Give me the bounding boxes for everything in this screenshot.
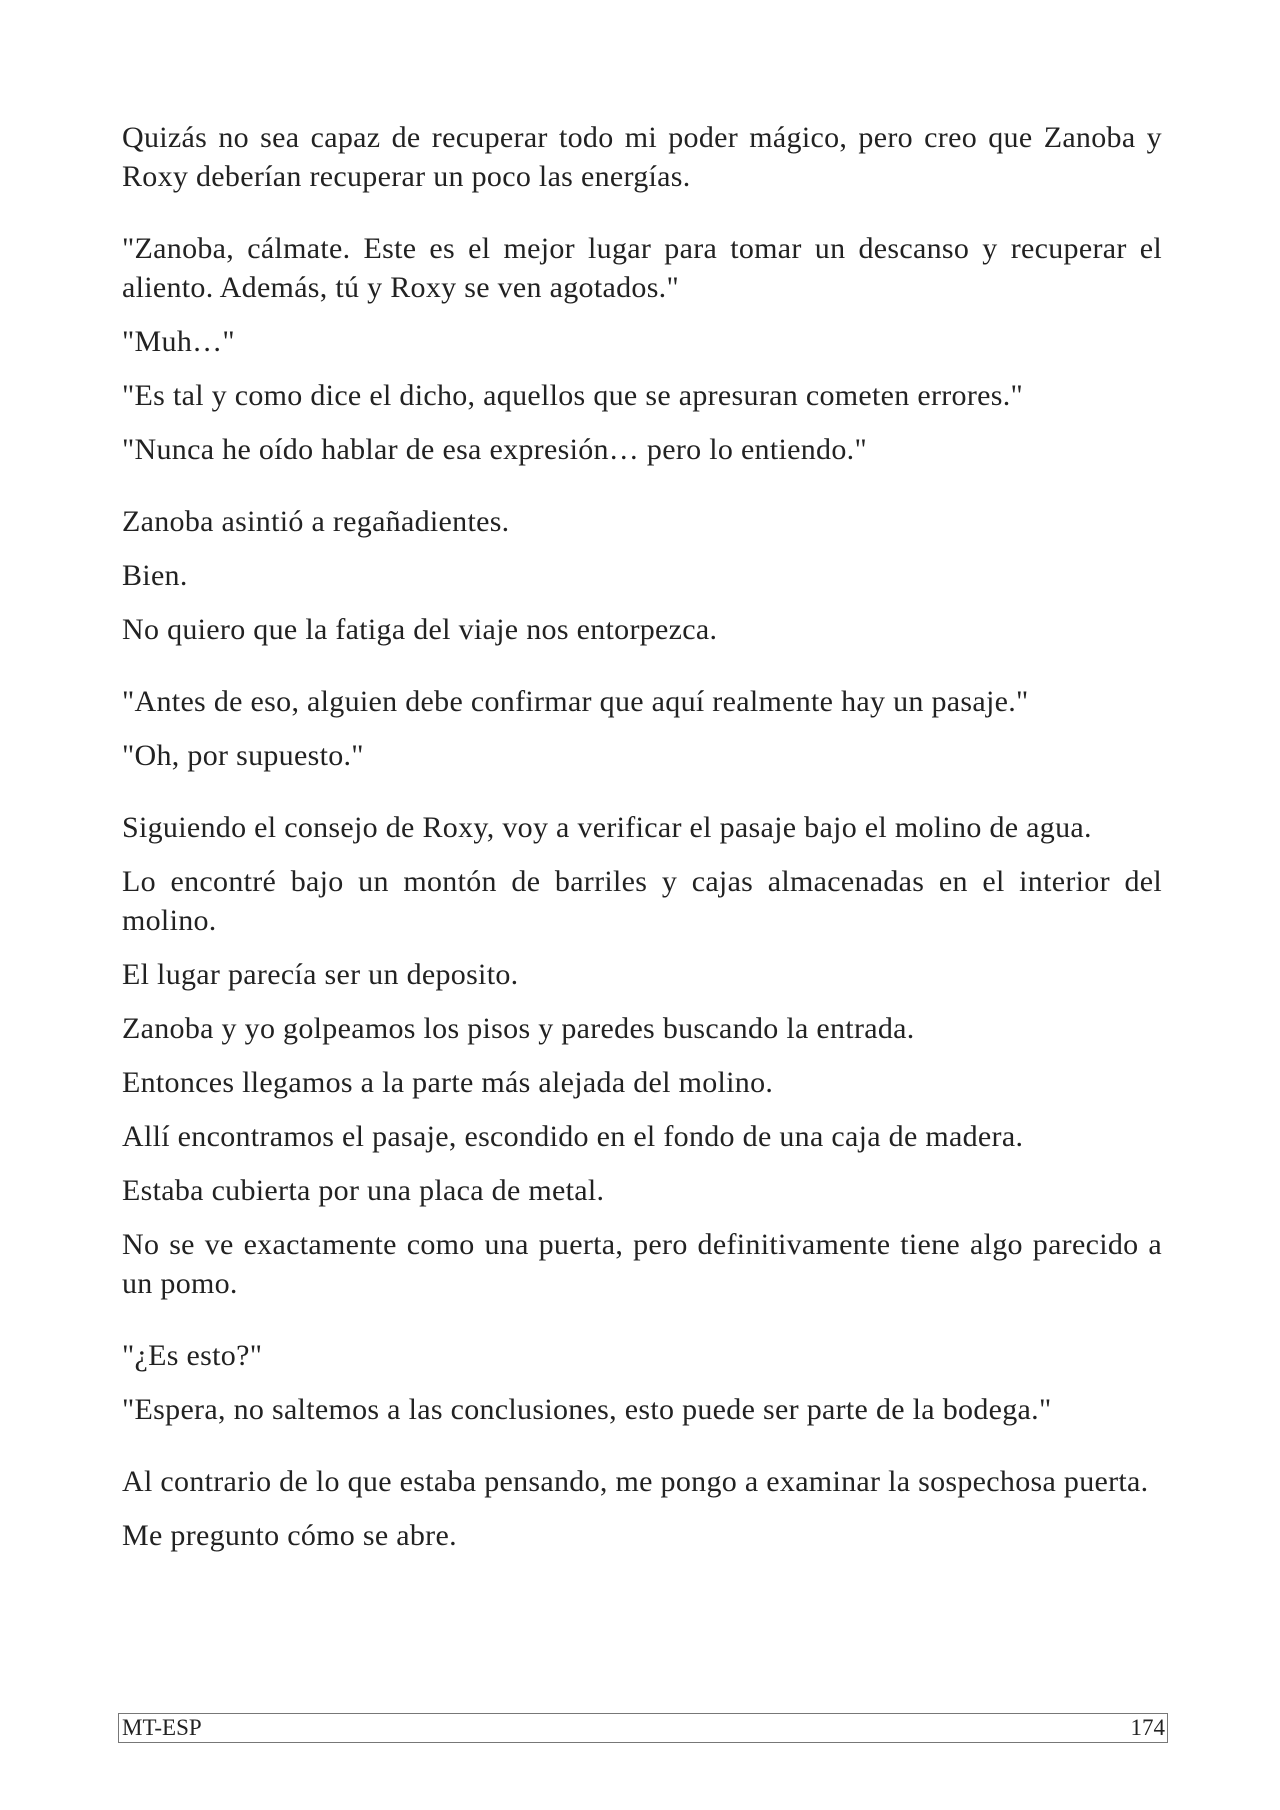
paragraph-19: "¿Es esto?" bbox=[122, 1339, 263, 1372]
paragraph-22: Me pregunto cómo se abre. bbox=[122, 1519, 457, 1552]
paragraph-9: "Antes de eso, alguien debe confirmar que aquí realmente hay un pasaje." bbox=[122, 685, 1029, 718]
paragraph-7: Bien. bbox=[122, 559, 188, 592]
paragraph-2: "Zanoba, cálmate. Este es el mejor lugar para tomar un descanso y recuperar el aliento. Además, tú y Roxy se ven agotados." bbox=[122, 232, 1162, 304]
page-body bbox=[122, 118, 1162, 1555]
page-footer bbox=[118, 1713, 1168, 1743]
paragraph-21: Al contrario de lo que estaba pensando, me pongo a examinar la sospechosa puerta. bbox=[122, 1465, 1149, 1498]
page-number: 174 bbox=[1130, 1715, 1165, 1740]
paragraph-10: "Oh, por supuesto." bbox=[122, 739, 364, 772]
paragraph-18: No se ve exactamente como una puerta, pero definitivamente tiene algo parecido a un pomo. bbox=[122, 1228, 1162, 1300]
paragraph-3: "Muh…" bbox=[122, 325, 235, 358]
paragraph-13: El lugar parecía ser un deposito. bbox=[122, 958, 519, 991]
paragraph-8: No quiero que la fatiga del viaje nos entorpezca. bbox=[122, 613, 718, 646]
paragraph-14: Zanoba y yo golpeamos los pisos y paredes buscando la entrada. bbox=[122, 1012, 915, 1045]
paragraph-6: Zanoba asintió a regañadientes. bbox=[122, 505, 510, 538]
paragraph-12: Lo encontré bajo un montón de barriles y cajas almacenadas en el interior del molino. bbox=[122, 865, 1162, 937]
paragraph-5: "Nunca he oído hablar de esa expresión… pero lo entiendo." bbox=[122, 433, 867, 466]
paragraph-20: "Espera, no saltemos a las conclusiones, esto puede ser parte de la bodega." bbox=[122, 1393, 1052, 1426]
paragraph-1: Quizás no sea capaz de recuperar todo mi poder mágico, pero creo que Zanoba y Roxy deberían recuperar un poco las energías. bbox=[122, 121, 1162, 193]
footer-label: MT-ESP bbox=[122, 1715, 202, 1740]
paragraph-16: Allí encontramos el pasaje, escondido en el fondo de una caja de madera. bbox=[122, 1120, 1024, 1153]
paragraph-17: Estaba cubierta por una placa de metal. bbox=[122, 1174, 605, 1207]
paragraph-15: Entonces llegamos a la parte más alejada del molino. bbox=[122, 1066, 774, 1099]
paragraph-11: Siguiendo el consejo de Roxy, voy a verificar el pasaje bajo el molino de agua. bbox=[122, 811, 1092, 844]
paragraph-4: "Es tal y como dice el dicho, aquellos que se apresuran cometen errores." bbox=[122, 379, 1024, 412]
